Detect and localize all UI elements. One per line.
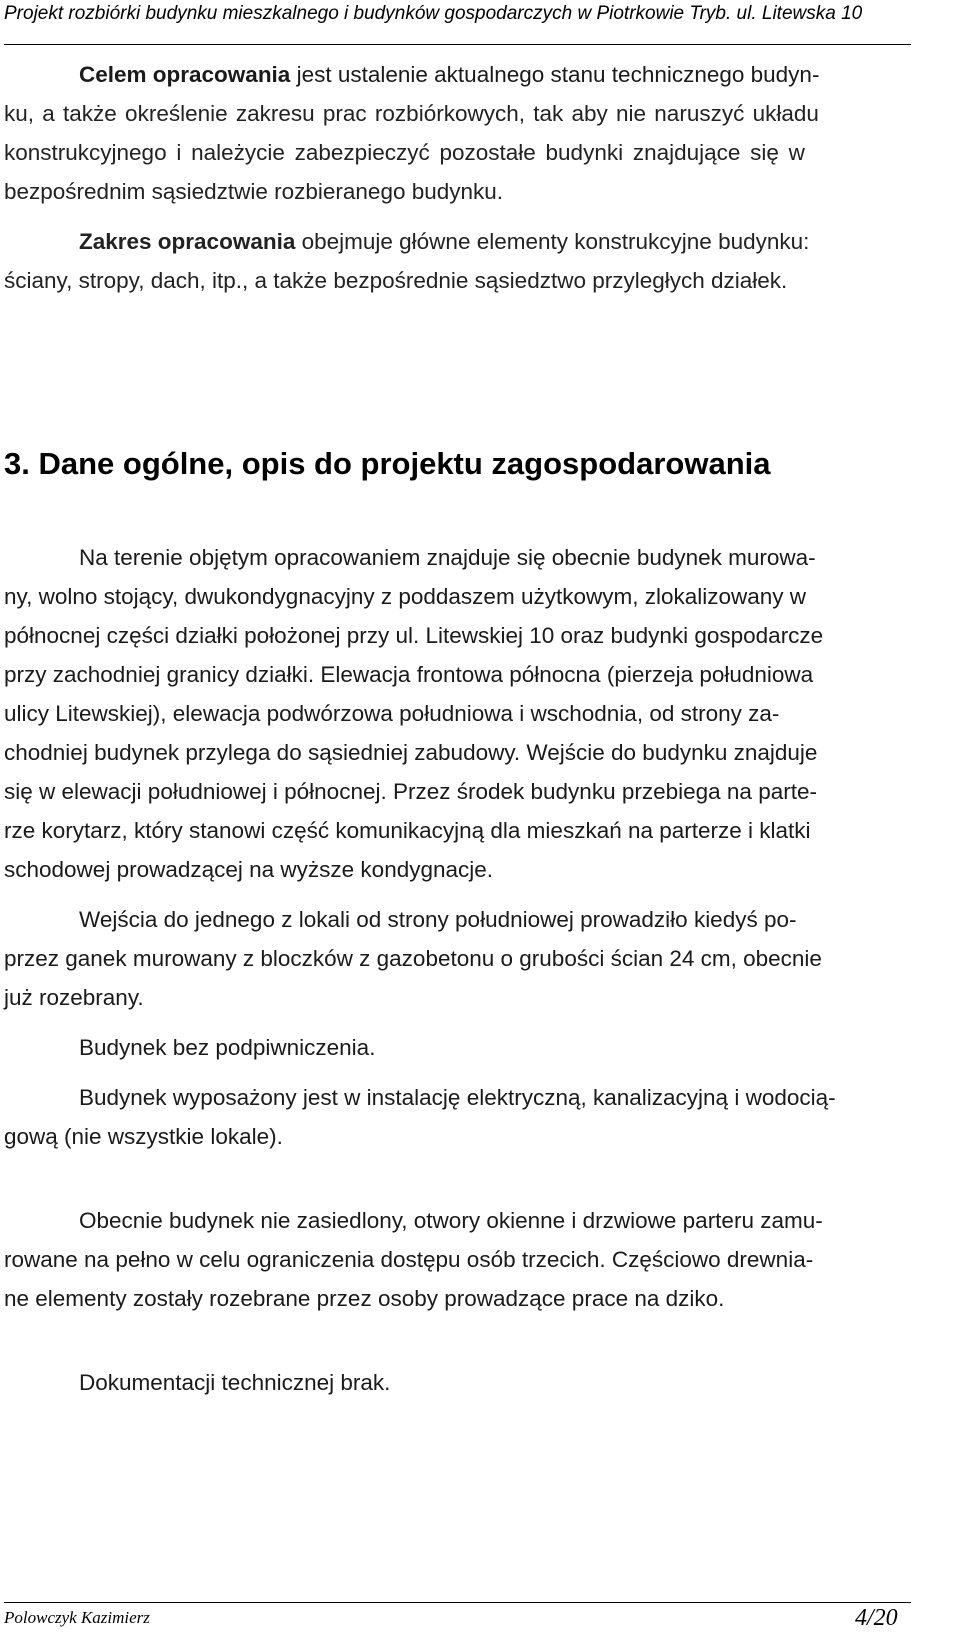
body-line-14: Budynek wyposażony jest w instalację elektryczną, kanalizacyjną i wodocią- bbox=[79, 1085, 836, 1110]
body-line-10: Wejścia do jednego z lokali od strony południowej prowadziło kiedyś po- bbox=[79, 907, 797, 932]
intro-line-5 bbox=[79, 229, 809, 255]
intro-line-6: ściany, stropy, dach, itp., a także bezpośrednie sąsiedztwo przyległych działek. bbox=[4, 268, 788, 293]
body-line-19: Dokumentacji technicznej brak. bbox=[79, 1370, 391, 1395]
body-line-12: już rozebrany. bbox=[4, 985, 144, 1010]
body-line-1: Na terenie objętym opracowaniem znajduje się obecnie budynek murowa- bbox=[79, 545, 816, 570]
intro-text-5: obejmuje główne elementy konstrukcyjne budynku: bbox=[295, 229, 810, 254]
body-line-6: chodniej budynek przylega do sąsiedniej zabudowy. Wejście do budynku znajduje bbox=[4, 740, 818, 765]
page-number: 4/20 bbox=[855, 1605, 898, 1631]
body-line-17: rowane na pełno w celu ograniczenia dostępu osób trzecich. Częściowo drewnia- bbox=[4, 1247, 814, 1272]
intro-line-3: konstrukcyjnego i należycie zabezpieczyć pozostałe budynki znajdujące się w bbox=[4, 140, 805, 165]
body-line-8: rze korytarz, który stanowi część komunikacyjną dla mieszkań na parterze i klatki bbox=[4, 818, 811, 843]
header-title: Projekt rozbiórki budynku mieszkalnego i budynków gospodarczych w Piotrkowie Tryb. ul. Litewska 10 bbox=[4, 3, 863, 24]
body-line-18: ne elementy zostały rozebrane przez osoby prowadzące prace na dziko. bbox=[4, 1286, 725, 1311]
intro-line-2: ku, a także określenie zakresu prac rozbiórkowych, tak aby nie naruszyć układu bbox=[4, 101, 819, 126]
intro-line-4: bezpośrednim sąsiedztwie rozbieranego budynku. bbox=[4, 179, 504, 204]
body-line-5: ulicy Litewskiej), elewacja podwórzowa południowa i wschodnia, od strony za- bbox=[4, 701, 780, 726]
page-header bbox=[4, 0, 911, 45]
intro-bold-term-1: Celem opracowania bbox=[79, 62, 291, 87]
intro-bold-term-2: Zakres opracowania bbox=[79, 229, 296, 254]
body-line-2: ny, wolno stojący, dwukondygnacyjny z poddaszem użytkowym, zlokalizowany w bbox=[4, 584, 807, 609]
body-line-7: się w elewacji południowej i północnej. Przez środek budynku przebiega na parte- bbox=[4, 779, 817, 804]
intro-line-1 bbox=[79, 62, 819, 88]
body-line-11: przez ganek murowany z bloczków z gazobetonu o grubości ścian 24 cm, obecnie bbox=[4, 946, 822, 971]
section-heading: 3. Dane ogólne, opis do projektu zagospodarowania bbox=[4, 446, 771, 481]
body-line-3: północnej części działki położonej przy ul. Litewskiej 10 oraz budynki gospodarcze bbox=[4, 623, 824, 648]
body-line-4: przy zachodniej granicy działki. Elewacja frontowa północna (pierzeja południowa bbox=[4, 662, 814, 687]
body-line-9: schodowej prowadzącej na wyższe kondygnacje. bbox=[4, 857, 494, 882]
intro-text-1: jest ustalenie aktualnego stanu technicznego budyn- bbox=[290, 62, 820, 87]
body-line-16: Obecnie budynek nie zasiedlony, otwory okienne i drzwiowe parteru zamu- bbox=[79, 1208, 823, 1233]
body-line-13: Budynek bez podpiwniczenia. bbox=[79, 1035, 376, 1060]
footer-author: Polowczyk Kazimierz bbox=[4, 1608, 150, 1627]
footer-divider bbox=[4, 1602, 911, 1603]
body-line-15: gową (nie wszystkie lokale). bbox=[4, 1124, 283, 1149]
